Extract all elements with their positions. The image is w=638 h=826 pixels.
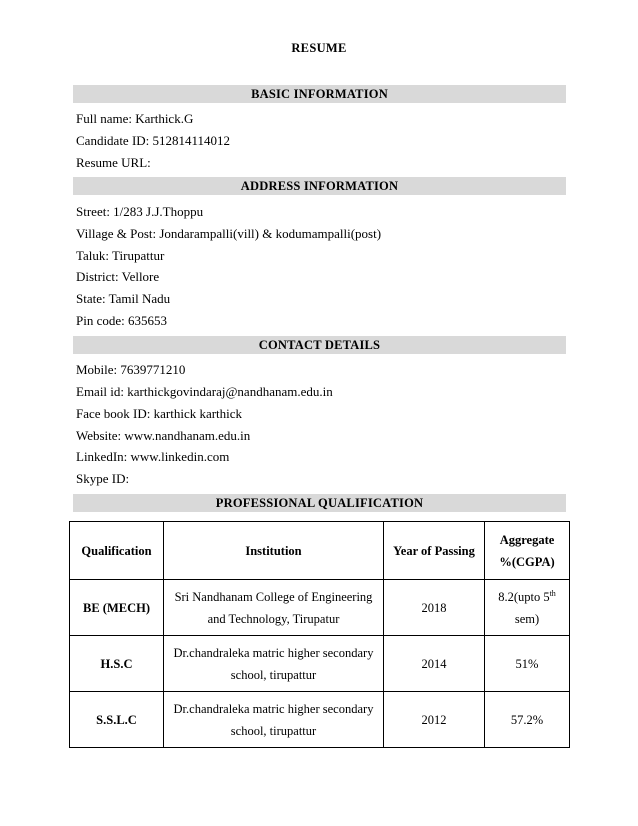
header-aggregate-line-1: Aggregate	[499, 532, 555, 547]
institution-line-2: school, tirupattur	[230, 667, 317, 682]
aggregate-value: 8.2(upto 5	[498, 589, 550, 604]
institution-line-1: Dr.chandraleka matric higher secondary	[173, 645, 374, 660]
state: State: Tamil Nadu	[76, 291, 171, 306]
header-aggregate-line-2: %(CGPA)	[499, 554, 555, 569]
full-name: Full name: Karthick.G	[76, 111, 194, 126]
section-header-address-information: ADDRESS INFORMATION	[73, 177, 566, 195]
row-aggregate	[485, 580, 570, 636]
linkedin: LinkedIn: www.linkedin.com	[76, 449, 230, 464]
row-qualification: BE (MECH)	[70, 580, 164, 636]
skype-id: Skype ID:	[76, 471, 130, 486]
header-year-of-passing: Year of Passing	[384, 522, 485, 580]
table-row	[70, 692, 570, 748]
aggregate-superscript: th	[549, 588, 556, 598]
row-institution	[164, 580, 384, 636]
row-year: 2018	[384, 580, 485, 636]
village-post: Village & Post: Jondarampalli(vill) & kodumampalli(post)	[76, 226, 382, 241]
row-institution	[164, 636, 384, 692]
taluk: Taluk: Tirupattur	[76, 248, 165, 263]
mobile: Mobile: 7639771210	[76, 362, 186, 377]
row-aggregate: 51%	[485, 636, 570, 692]
street: Street: 1/283 J.J.Thoppu	[76, 204, 204, 219]
row-institution	[164, 692, 384, 748]
row-qualification: S.S.L.C	[70, 692, 164, 748]
section-header-basic-information: BASIC INFORMATION	[73, 85, 566, 103]
row-year: 2012	[384, 692, 485, 748]
table-row	[70, 636, 570, 692]
resume-title: RESUME	[291, 41, 347, 55]
institution-line-1: Sri Nandhanam College of Engineering	[174, 589, 373, 604]
header-qualification: Qualification	[70, 522, 164, 580]
district: District: Vellore	[76, 269, 160, 284]
email: Email id: karthickgovindaraj@nandhanam.edu.in	[76, 384, 333, 399]
website: Website: www.nandhanam.edu.in	[76, 428, 251, 443]
institution-line-1: Dr.chandraleka matric higher secondary	[173, 701, 374, 716]
resume-url: Resume URL:	[76, 155, 151, 170]
pin-code: Pin code: 635653	[76, 313, 167, 328]
header-institution: Institution	[164, 522, 384, 580]
row-aggregate: 57.2%	[485, 692, 570, 748]
header-aggregate	[485, 522, 570, 580]
institution-line-2: and Technology, Tirupatur	[207, 611, 340, 626]
table-header-row	[70, 522, 570, 580]
row-year: 2014	[384, 636, 485, 692]
aggregate-line-1	[491, 586, 563, 608]
facebook-id: Face book ID: karthick karthick	[76, 406, 243, 421]
institution-line-2: school, tirupattur	[230, 723, 317, 738]
qualification-table	[69, 521, 570, 748]
aggregate-line-2: sem)	[514, 611, 540, 626]
candidate-id: Candidate ID: 512814114012	[76, 133, 231, 148]
section-header-contact-details: CONTACT DETAILS	[73, 336, 566, 354]
row-qualification: H.S.C	[70, 636, 164, 692]
section-header-professional-qualification: PROFESSIONAL QUALIFICATION	[73, 494, 566, 512]
table-row	[70, 580, 570, 636]
